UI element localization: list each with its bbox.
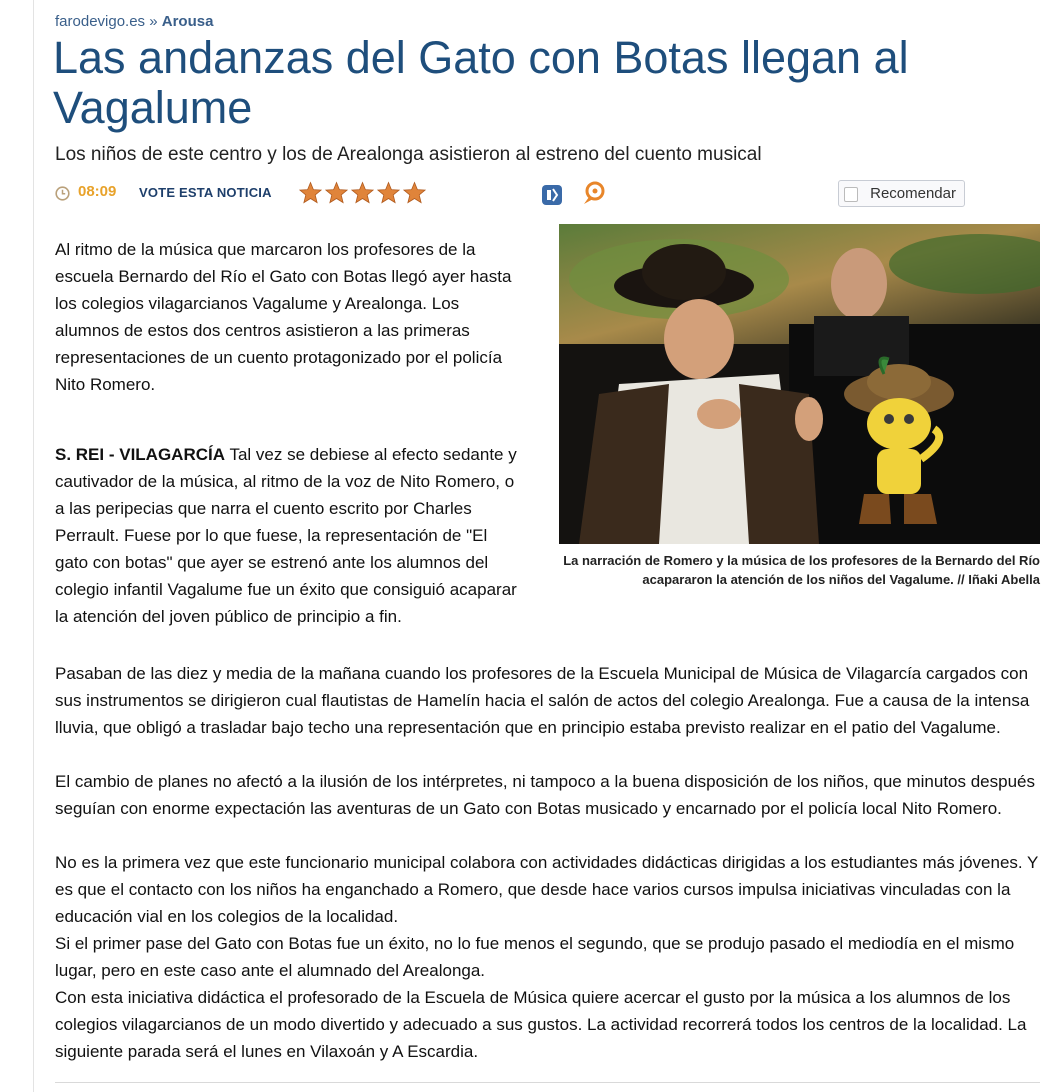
article-paragraph-4: No es la primera vez que este funcionario municipal colabora con actividades didácticas dirigidas a los estudiantes más jóvenes. Y es que el contacto con los niños ha enganchado a Romero, que desde hace varios cursos impulsa iniciativas vinculadas con la educación vial en los colegios de la localidad. [55, 853, 1039, 926]
left-border-line [33, 0, 34, 1092]
article-photo [559, 224, 1040, 544]
photo-caption: La narración de Romero y la música de los profesores de la Bernardo del Río acapararon la atención de los niños del Vagalume. // Iñaki Abella [563, 553, 1040, 587]
publish-time: 08:09 [78, 183, 117, 200]
recommend-button[interactable] [838, 180, 965, 207]
article-paragraph-2: Pasaban de las diez y media de la mañana cuando los profesores de la Escuela Municipal de Música de Vilagarcía cargados con sus instrumentos se dirigieron cual flautistas de Hamelín hacia el salón de actos del colegio Arealonga. Fue a causa de la intensa lluvia, que obligó a trasladar bajo techo una representación que en principio estaba previsto realizar en el patio del Vagalume. [55, 664, 1030, 737]
article-dateline: S. REI - VILAGARCÍA [55, 445, 226, 464]
breadcrumb-separator: » [149, 13, 158, 30]
rating-stars[interactable] [298, 181, 427, 205]
article-title: Las andanzas del Gato con Botas llegan al Vagalume [53, 32, 909, 133]
recommend-icon [844, 187, 858, 202]
vote-label: VOTE ESTA NOTICIA [139, 185, 272, 200]
article-paragraph-3: El cambio de planes no afectó a la ilusión de los intérpretes, ni tampoco a la buena disposición de los niños, que minutos después seguían con enorme expectación las aventuras de un Gato con Botas musicado y encarnado por el policía local Nito Romero. [55, 772, 1035, 818]
article-paragraph-1 [55, 441, 525, 630]
star-icon[interactable] [376, 181, 401, 205]
star-icon[interactable] [402, 181, 427, 205]
star-icon[interactable] [350, 181, 375, 205]
breadcrumb [55, 13, 213, 30]
recommend-label: Recomendar [870, 185, 956, 202]
article-subtitle: Los niños de este centro y los de Arealonga asistieron al estreno del cuento musical [55, 144, 762, 165]
article-paragraph-1-text: Tal vez se debiese al efecto sedante y cautivador de la música, al ritmo de la voz de Nito Romero, o a las peripecias que narra el cuento escrito por Charles Perrault. Fuese por lo que fuese, la representación de "El gato con botas" que ayer se estrenó ante los alumnos del colegio infantil Vagalume fue un éxito que consiguió acaparar la atención del joven público de principio a fin. [55, 445, 517, 626]
article-paragraph-5: Si el primer pase del Gato con Botas fue un éxito, no lo fue menos el segundo, que se produjo pasado el mediodía en el mismo lugar, pero en este caso ante el alumnado del Arealonga. [55, 934, 1015, 980]
article-paragraph-6: Con esta iniciativa didáctica el profesorado de la Escuela de Música quiere acercar el gusto por la música a los alumnos de los colegios vilagarcianos de un modo divertido y adecuado a sus gustos. La actividad recorrerá todos los centros de la localidad. La siguiente parada será el lunes en Vilaxoán y A Escardia. [55, 988, 1027, 1061]
star-icon[interactable] [298, 181, 323, 205]
breadcrumb-section-link[interactable]: Arousa [161, 13, 214, 30]
star-icon[interactable] [324, 181, 349, 205]
comment-icon[interactable] [580, 180, 608, 208]
clock-icon [55, 186, 70, 201]
bottom-divider [55, 1082, 1040, 1083]
photo-illustration [559, 224, 1040, 544]
breadcrumb-site-link[interactable]: farodevigo.es [55, 13, 146, 30]
article-lead: Al ritmo de la música que marcaron los profesores de la escuela Bernardo del Río el Gato con Botas llegó ayer hasta los colegios vilagarcianos Vagalume y Arealonga. Los alumnos de estos dos centros asistieron a las primeras representaciones de un cuento protagonizado por el policía Nito Romero. [55, 240, 512, 394]
share-icon[interactable] [540, 183, 564, 207]
